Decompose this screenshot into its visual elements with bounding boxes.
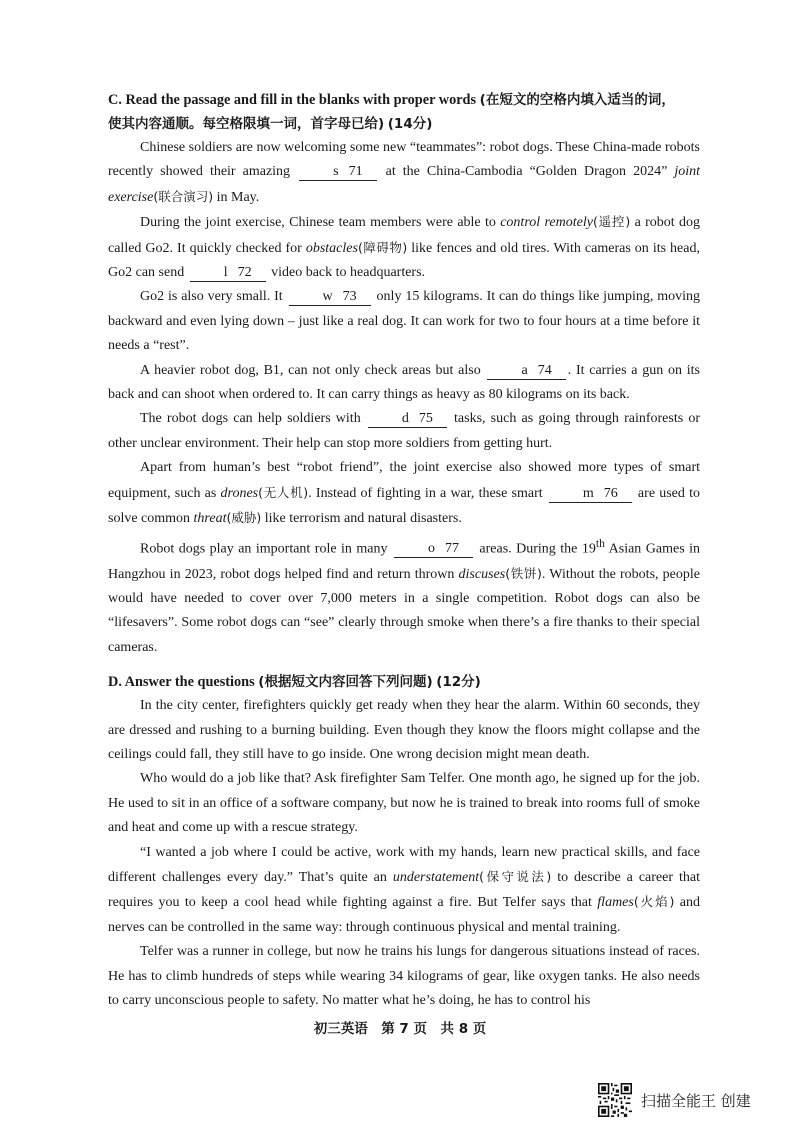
passage-d-paragraph-3: “I wanted a job where I could be active, work with my hands, learn new practical skills, and face different challenges every day.” That’s quite an understatement(保守说法) to describe a career that requires you to keep a cool head while fighting against a fire. But Telfer says that flames(火焰) and nerves can be controlled in the same way: through continuous physical and mental training. (108, 844, 700, 935)
blank-71: s 71 (299, 164, 376, 181)
section-d-heading (108, 670, 700, 694)
passage-c-paragraph-1: Chinese soldiers are now welcoming some new “teammates”: robot dogs. These China-made robots recently showed their amazing s 71 at the China-Cambodia “Golden Dragon 2024” joint exercise(联合演习) in May. (108, 140, 701, 205)
passage-c-paragraph-3: Go2 is also very small. It w 73 only 15 kilograms. It can do things like jumping, moving backward and even lying down – just like a real dog. It can work for two to four hours at a time before it needs a “rest”. (108, 289, 701, 354)
page-footer: 初三英语 第 7 页 共 8 页 (313, 1021, 487, 1037)
blank-75: d 75 (368, 411, 447, 428)
passage-c-paragraph-6: Apart from human’s best “robot friend”, the joint exercise also showed more types of smart equipment, such as drones(无人机). Instead of fighting in a war, these smart m 76 are used to solve common threat(威胁) like terrorism and natural disasters. (108, 460, 700, 527)
section-c-heading (108, 88, 700, 136)
section-c-score: (14分) (387, 116, 433, 132)
blank-76: m 76 (549, 486, 632, 503)
scanner-watermark (598, 1083, 788, 1117)
section-d-heading-cn: (根据短文内容回答下列问题) (258, 674, 433, 691)
section-c-heading-cn2: 使其内容通顺。每空格限填一词，首字母已给) (108, 116, 385, 132)
passage-c-paragraph-4: A heavier robot dog, B1, can not only check areas but also a 74 . It carries a gun on its back and can shoot when ordered to. It can carry things as heavy as 80 kilograms on its back. (108, 362, 701, 403)
blank-73: w 73 (289, 289, 371, 306)
watermark-text: 扫描全能王 创建 (641, 1091, 751, 1110)
passage-c-paragraph-7: Robot dogs play an important role in many o 77 areas. During the 19th Asian Games in Hangzhou in 2023, robot dogs helped find and return thrown discuses(铁饼). Without the robots, people would have needed to cover over 7,000 meters in a single competition. Robot dogs can also be “lifesavers”. Some robot dogs can “see” clearly through smoke when there’s a fire thanks to their special cameras. (108, 536, 701, 655)
section-c-heading-en: C. Read the passage and fill in the blanks with proper words (108, 92, 480, 108)
blank-77: o 77 (394, 541, 473, 558)
passage-d-paragraph-2: Who would do a job like that? Ask firefighter Sam Telfer. One month ago, he signed up for the job. He used to sit in an office of a software company, but now he is trained to break into rooms full of smoke and heat and come up with a rescue strategy. (108, 771, 700, 836)
section-d-heading-en: D. Answer the questions (108, 674, 259, 691)
passage-d-paragraph-4: Telfer was a runner in college, but now he trains his lungs for dangerous situations instead of races. He has to climb hundreds of steps while wearing 34 kilograms of gear, like oxygen tanks. He also needs to carry unconscious people to safety. No matter what he’s doing, he has to control his (108, 944, 700, 1009)
blank-74: a 74 (487, 363, 565, 380)
section-c-heading-cn1: (在短文的空格内填入适当的词， (479, 92, 675, 108)
qr-code-icon (598, 1083, 632, 1117)
blank-72: l 72 (190, 265, 266, 282)
section-d-score: (12分) (436, 674, 481, 691)
page-content (108, 88, 700, 1013)
passage-d-paragraph-1: In the city center, firefighters quickly get ready when they hear the alarm. Within 60 seconds, they are dressed and rushing to a burning building. Even though they know the floors might collapse and the ceilings could fall, they still have to go inside. One wrong decision might mean death. (108, 698, 700, 762)
passage-c-paragraph-2: During the joint exercise, Chinese team members were able to control remotely(遥控) a robot dog called Go2. It quickly checked for obstacles(障碍物) like fences and old tires. With cameras on its head, Go2 can send l 72 video back to headquarters. (108, 214, 701, 281)
passage-c-paragraph-5: The robot dogs can help soldiers with d 75 tasks, such as going through rainforests or other unclear environment. Their help can stop more soldiers from getting hurt. (108, 411, 700, 451)
